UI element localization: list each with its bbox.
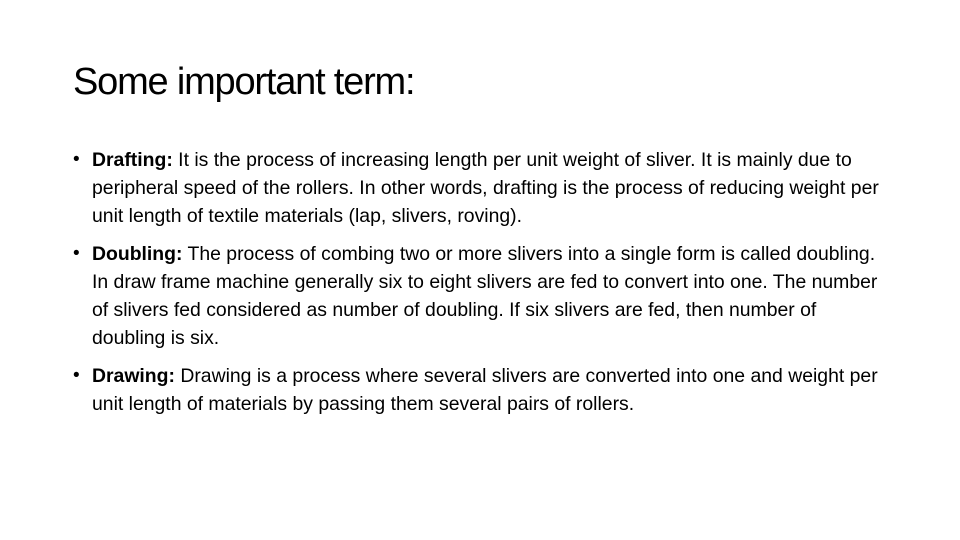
- term-label: Drafting:: [92, 149, 173, 171]
- bullet-dot-icon: •: [73, 365, 80, 386]
- bullet-item-drafting: [73, 146, 893, 230]
- bullet-item-drawing: [73, 362, 893, 418]
- bullet-list: [73, 146, 893, 428]
- bullet-dot-icon: •: [73, 149, 80, 170]
- slide-title: Some important term:: [73, 61, 415, 103]
- term-label: Drawing:: [92, 365, 175, 387]
- term-definition: The process of combing two or more slivers into a single form is called doubling. In draw frame machine generally six to eight slivers are fed to convert into one. The number of slivers fed considered as number of doubling. If six slivers are fed, then number of doubling is six.: [92, 243, 878, 349]
- bullet-dot-icon: •: [73, 243, 80, 264]
- term-definition: Drawing is a process where several slivers are converted into one and weight per unit length of materials by passing them several pairs of rollers.: [92, 365, 878, 415]
- term-label: Doubling:: [92, 243, 183, 265]
- bullet-item-doubling: [73, 240, 893, 352]
- term-definition: It is the process of increasing length per unit weight of sliver. It is mainly due to peripheral speed of the rollers. In other words, drafting is the process of reducing weight per unit length of textile materials (lap, slivers, roving).: [92, 149, 879, 227]
